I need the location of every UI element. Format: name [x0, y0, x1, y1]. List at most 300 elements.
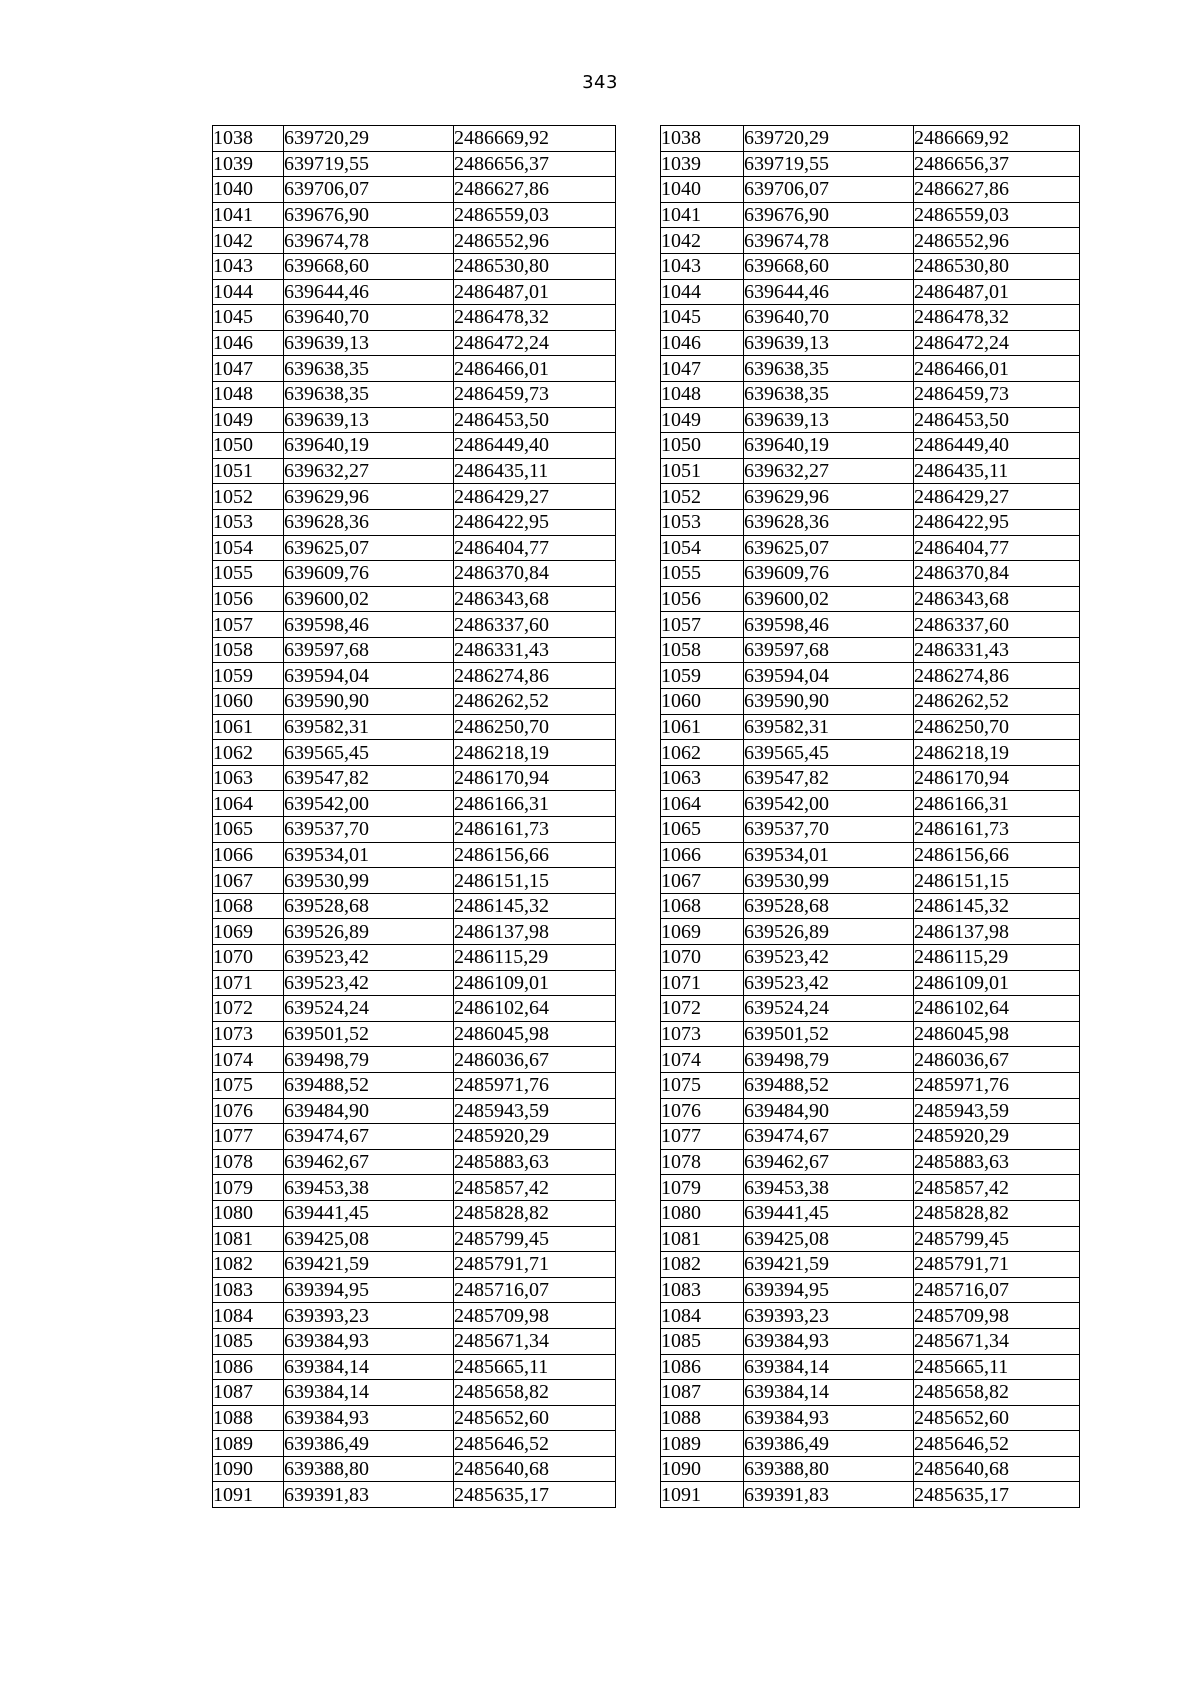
y-coordinate-cell: 2485828,82 [454, 1200, 616, 1226]
y-coordinate-cell-duplicate: 2485665,11 [914, 1354, 1080, 1380]
column-gap-cell [616, 151, 661, 177]
y-coordinate-cell: 2486669,92 [454, 126, 616, 152]
table-row [213, 740, 1080, 766]
point-number-cell: 1079 [213, 1175, 284, 1201]
x-coordinate-cell-duplicate: 639453,38 [744, 1175, 914, 1201]
y-coordinate-cell: 2485635,17 [454, 1482, 616, 1508]
x-coordinate-cell: 639720,29 [284, 126, 454, 152]
column-gap-cell [616, 1226, 661, 1252]
point-number-cell-duplicate: 1054 [661, 535, 744, 561]
x-coordinate-cell-duplicate: 639629,96 [744, 484, 914, 510]
column-gap-cell [616, 433, 661, 459]
table-row [213, 1200, 1080, 1226]
table-row [213, 253, 1080, 279]
point-number-cell: 1038 [213, 126, 284, 152]
column-gap-cell [616, 893, 661, 919]
table-row [213, 689, 1080, 715]
x-coordinate-cell: 639609,76 [284, 561, 454, 587]
x-coordinate-cell: 639668,60 [284, 253, 454, 279]
y-coordinate-cell-duplicate: 2486472,24 [914, 330, 1080, 356]
table-row [213, 1277, 1080, 1303]
x-coordinate-cell: 639501,52 [284, 1021, 454, 1047]
point-number-cell: 1087 [213, 1380, 284, 1406]
column-gap-cell [616, 509, 661, 535]
y-coordinate-cell-duplicate: 2485716,07 [914, 1277, 1080, 1303]
x-coordinate-cell-duplicate: 639547,82 [744, 765, 914, 791]
column-gap-cell [616, 381, 661, 407]
x-coordinate-cell: 639598,46 [284, 612, 454, 638]
table-row [213, 535, 1080, 561]
x-coordinate-cell-duplicate: 639632,27 [744, 458, 914, 484]
point-number-cell: 1081 [213, 1226, 284, 1252]
x-coordinate-cell-duplicate: 639393,23 [744, 1303, 914, 1329]
point-number-cell-duplicate: 1067 [661, 868, 744, 894]
point-number-cell: 1064 [213, 791, 284, 817]
point-number-cell: 1039 [213, 151, 284, 177]
y-coordinate-cell: 2486429,27 [454, 484, 616, 510]
point-number-cell: 1058 [213, 637, 284, 663]
table-row [213, 817, 1080, 843]
y-coordinate-cell-duplicate: 2486151,15 [914, 868, 1080, 894]
x-coordinate-cell-duplicate: 639676,90 [744, 202, 914, 228]
point-number-cell: 1083 [213, 1277, 284, 1303]
column-gap-cell [616, 228, 661, 254]
column-gap-cell [616, 714, 661, 740]
y-coordinate-cell-duplicate: 2485799,45 [914, 1226, 1080, 1252]
point-number-cell-duplicate: 1068 [661, 893, 744, 919]
x-coordinate-cell-duplicate: 639488,52 [744, 1072, 914, 1098]
point-number-cell-duplicate: 1038 [661, 126, 744, 152]
table-row [213, 1405, 1080, 1431]
point-number-cell-duplicate: 1091 [661, 1482, 744, 1508]
point-number-cell-duplicate: 1051 [661, 458, 744, 484]
column-gap-cell [616, 842, 661, 868]
x-coordinate-cell-duplicate: 639386,49 [744, 1431, 914, 1457]
point-number-cell-duplicate: 1083 [661, 1277, 744, 1303]
y-coordinate-cell: 2485883,63 [454, 1149, 616, 1175]
point-number-cell-duplicate: 1078 [661, 1149, 744, 1175]
point-number-cell: 1082 [213, 1252, 284, 1278]
column-gap-cell [616, 1149, 661, 1175]
table-row [213, 765, 1080, 791]
x-coordinate-cell: 639638,35 [284, 356, 454, 382]
point-number-cell-duplicate: 1045 [661, 305, 744, 331]
point-number-cell-duplicate: 1061 [661, 714, 744, 740]
y-coordinate-cell-duplicate: 2486337,60 [914, 612, 1080, 638]
y-coordinate-cell-duplicate: 2486145,32 [914, 893, 1080, 919]
table-row [213, 177, 1080, 203]
y-coordinate-cell-duplicate: 2486466,01 [914, 356, 1080, 382]
y-coordinate-cell-duplicate: 2486530,80 [914, 253, 1080, 279]
x-coordinate-cell-duplicate: 639639,13 [744, 330, 914, 356]
point-number-cell-duplicate: 1071 [661, 970, 744, 996]
column-gap-cell [616, 1431, 661, 1457]
x-coordinate-cell-duplicate: 639706,07 [744, 177, 914, 203]
y-coordinate-cell: 2486218,19 [454, 740, 616, 766]
point-number-cell: 1073 [213, 1021, 284, 1047]
point-number-cell-duplicate: 1057 [661, 612, 744, 638]
y-coordinate-cell-duplicate: 2485943,59 [914, 1098, 1080, 1124]
y-coordinate-cell: 2485791,71 [454, 1252, 616, 1278]
point-number-cell: 1088 [213, 1405, 284, 1431]
column-gap-cell [616, 330, 661, 356]
x-coordinate-cell-duplicate: 639598,46 [744, 612, 914, 638]
x-coordinate-cell-duplicate: 639498,79 [744, 1047, 914, 1073]
y-coordinate-cell: 2486449,40 [454, 433, 616, 459]
y-coordinate-cell: 2486552,96 [454, 228, 616, 254]
point-number-cell-duplicate: 1088 [661, 1405, 744, 1431]
point-number-cell-duplicate: 1090 [661, 1456, 744, 1482]
point-number-cell: 1043 [213, 253, 284, 279]
x-coordinate-cell-duplicate: 639388,80 [744, 1456, 914, 1482]
x-coordinate-cell-duplicate: 639640,19 [744, 433, 914, 459]
y-coordinate-cell: 2485646,52 [454, 1431, 616, 1457]
point-number-cell: 1080 [213, 1200, 284, 1226]
table-row [213, 407, 1080, 433]
table-row [213, 663, 1080, 689]
x-coordinate-cell: 639524,24 [284, 996, 454, 1022]
y-coordinate-cell: 2486459,73 [454, 381, 616, 407]
point-number-cell: 1052 [213, 484, 284, 510]
y-coordinate-cell: 2486156,66 [454, 842, 616, 868]
y-coordinate-cell: 2486166,31 [454, 791, 616, 817]
table-row [213, 1456, 1080, 1482]
point-number-cell: 1067 [213, 868, 284, 894]
x-coordinate-cell: 639706,07 [284, 177, 454, 203]
point-number-cell: 1060 [213, 689, 284, 715]
table-row [213, 714, 1080, 740]
y-coordinate-cell: 2486109,01 [454, 970, 616, 996]
y-coordinate-cell: 2485652,60 [454, 1405, 616, 1431]
point-number-cell: 1044 [213, 279, 284, 305]
y-coordinate-cell-duplicate: 2486429,27 [914, 484, 1080, 510]
column-gap-cell [616, 817, 661, 843]
point-number-cell-duplicate: 1070 [661, 945, 744, 971]
y-coordinate-cell: 2486404,77 [454, 535, 616, 561]
column-gap-cell [616, 1021, 661, 1047]
y-coordinate-cell-duplicate: 2486669,92 [914, 126, 1080, 152]
x-coordinate-cell: 639590,90 [284, 689, 454, 715]
column-gap-cell [616, 1200, 661, 1226]
y-coordinate-cell: 2486262,52 [454, 689, 616, 715]
x-coordinate-cell-duplicate: 639720,29 [744, 126, 914, 152]
x-coordinate-cell: 639632,27 [284, 458, 454, 484]
x-coordinate-cell-duplicate: 639421,59 [744, 1252, 914, 1278]
x-coordinate-cell: 639462,67 [284, 1149, 454, 1175]
point-number-cell-duplicate: 1043 [661, 253, 744, 279]
point-number-cell-duplicate: 1055 [661, 561, 744, 587]
x-coordinate-cell-duplicate: 639484,90 [744, 1098, 914, 1124]
table-row [213, 1482, 1080, 1508]
table-row [213, 791, 1080, 817]
y-coordinate-cell-duplicate: 2486170,94 [914, 765, 1080, 791]
x-coordinate-cell: 639384,14 [284, 1380, 454, 1406]
y-coordinate-cell-duplicate: 2485658,82 [914, 1380, 1080, 1406]
x-coordinate-cell: 639526,89 [284, 919, 454, 945]
coordinates-table [212, 125, 1080, 1508]
y-coordinate-cell-duplicate: 2486331,43 [914, 637, 1080, 663]
point-number-cell-duplicate: 1047 [661, 356, 744, 382]
column-gap-cell [616, 740, 661, 766]
point-number-cell-duplicate: 1089 [661, 1431, 744, 1457]
point-number-cell-duplicate: 1059 [661, 663, 744, 689]
point-number-cell: 1050 [213, 433, 284, 459]
x-coordinate-cell-duplicate: 639565,45 [744, 740, 914, 766]
y-coordinate-cell: 2485971,76 [454, 1072, 616, 1098]
y-coordinate-cell: 2486250,70 [454, 714, 616, 740]
table-row [213, 1252, 1080, 1278]
x-coordinate-cell: 639644,46 [284, 279, 454, 305]
y-coordinate-cell-duplicate: 2485920,29 [914, 1124, 1080, 1150]
y-coordinate-cell-duplicate: 2486036,67 [914, 1047, 1080, 1073]
x-coordinate-cell: 639547,82 [284, 765, 454, 791]
point-number-cell: 1076 [213, 1098, 284, 1124]
point-number-cell: 1086 [213, 1354, 284, 1380]
x-coordinate-cell-duplicate: 639384,14 [744, 1354, 914, 1380]
table-row [213, 996, 1080, 1022]
y-coordinate-cell-duplicate: 2486102,64 [914, 996, 1080, 1022]
x-coordinate-cell-duplicate: 639628,36 [744, 509, 914, 535]
x-coordinate-cell: 639441,45 [284, 1200, 454, 1226]
y-coordinate-cell-duplicate: 2486453,50 [914, 407, 1080, 433]
column-gap-cell [616, 458, 661, 484]
table-row [213, 842, 1080, 868]
x-coordinate-cell: 639386,49 [284, 1431, 454, 1457]
y-coordinate-cell: 2486487,01 [454, 279, 616, 305]
table-row [213, 305, 1080, 331]
x-coordinate-cell: 639582,31 [284, 714, 454, 740]
point-number-cell: 1045 [213, 305, 284, 331]
table-row [213, 868, 1080, 894]
y-coordinate-cell: 2486627,86 [454, 177, 616, 203]
point-number-cell-duplicate: 1075 [661, 1072, 744, 1098]
point-number-cell-duplicate: 1069 [661, 919, 744, 945]
x-coordinate-cell: 639597,68 [284, 637, 454, 663]
x-coordinate-cell: 639523,42 [284, 970, 454, 996]
y-coordinate-cell: 2486559,03 [454, 202, 616, 228]
y-coordinate-cell: 2485709,98 [454, 1303, 616, 1329]
column-gap-cell [616, 945, 661, 971]
point-number-cell-duplicate: 1085 [661, 1328, 744, 1354]
point-number-cell: 1047 [213, 356, 284, 382]
x-coordinate-cell-duplicate: 639597,68 [744, 637, 914, 663]
point-number-cell-duplicate: 1074 [661, 1047, 744, 1073]
y-coordinate-cell-duplicate: 2486250,70 [914, 714, 1080, 740]
y-coordinate-cell-duplicate: 2486161,73 [914, 817, 1080, 843]
column-gap-cell [616, 1380, 661, 1406]
y-coordinate-cell: 2486370,84 [454, 561, 616, 587]
point-number-cell-duplicate: 1058 [661, 637, 744, 663]
column-gap-cell [616, 1482, 661, 1508]
x-coordinate-cell-duplicate: 639534,01 [744, 842, 914, 868]
point-number-cell: 1066 [213, 842, 284, 868]
y-coordinate-cell-duplicate: 2486274,86 [914, 663, 1080, 689]
y-coordinate-cell-duplicate: 2486109,01 [914, 970, 1080, 996]
x-coordinate-cell: 639391,83 [284, 1482, 454, 1508]
y-coordinate-cell-duplicate: 2485635,17 [914, 1482, 1080, 1508]
column-gap-cell [616, 1277, 661, 1303]
point-number-cell-duplicate: 1041 [661, 202, 744, 228]
y-coordinate-cell: 2486453,50 [454, 407, 616, 433]
x-coordinate-cell-duplicate: 639530,99 [744, 868, 914, 894]
point-number-cell: 1042 [213, 228, 284, 254]
x-coordinate-cell-duplicate: 639425,08 [744, 1226, 914, 1252]
column-gap-cell [616, 1303, 661, 1329]
column-gap-cell [616, 535, 661, 561]
point-number-cell: 1091 [213, 1482, 284, 1508]
y-coordinate-cell: 2485943,59 [454, 1098, 616, 1124]
point-number-cell-duplicate: 1063 [661, 765, 744, 791]
point-number-cell-duplicate: 1086 [661, 1354, 744, 1380]
y-coordinate-cell-duplicate: 2486627,86 [914, 177, 1080, 203]
x-coordinate-cell: 639484,90 [284, 1098, 454, 1124]
column-gap-cell [616, 177, 661, 203]
y-coordinate-cell: 2486115,29 [454, 945, 616, 971]
page-number: 343 [582, 72, 618, 93]
x-coordinate-cell-duplicate: 639639,13 [744, 407, 914, 433]
point-number-cell: 1063 [213, 765, 284, 791]
column-gap-cell [616, 689, 661, 715]
point-number-cell: 1077 [213, 1124, 284, 1150]
point-number-cell-duplicate: 1076 [661, 1098, 744, 1124]
x-coordinate-cell: 639719,55 [284, 151, 454, 177]
x-coordinate-cell-duplicate: 639668,60 [744, 253, 914, 279]
y-coordinate-cell: 2486161,73 [454, 817, 616, 843]
y-coordinate-cell-duplicate: 2486656,37 [914, 151, 1080, 177]
table-row [213, 458, 1080, 484]
table-row [213, 1354, 1080, 1380]
x-coordinate-cell-duplicate: 639394,95 [744, 1277, 914, 1303]
point-number-cell-duplicate: 1048 [661, 381, 744, 407]
y-coordinate-cell: 2486036,67 [454, 1047, 616, 1073]
x-coordinate-cell: 639528,68 [284, 893, 454, 919]
column-gap-cell [616, 253, 661, 279]
x-coordinate-cell: 639534,01 [284, 842, 454, 868]
point-number-cell-duplicate: 1039 [661, 151, 744, 177]
point-number-cell: 1041 [213, 202, 284, 228]
x-coordinate-cell: 639394,95 [284, 1277, 454, 1303]
point-number-cell: 1078 [213, 1149, 284, 1175]
x-coordinate-cell-duplicate: 639441,45 [744, 1200, 914, 1226]
point-number-cell-duplicate: 1082 [661, 1252, 744, 1278]
x-coordinate-cell: 639453,38 [284, 1175, 454, 1201]
y-coordinate-cell: 2486170,94 [454, 765, 616, 791]
point-number-cell-duplicate: 1060 [661, 689, 744, 715]
point-number-cell-duplicate: 1084 [661, 1303, 744, 1329]
y-coordinate-cell: 2486466,01 [454, 356, 616, 382]
point-number-cell: 1059 [213, 663, 284, 689]
point-number-cell: 1040 [213, 177, 284, 203]
y-coordinate-cell: 2486145,32 [454, 893, 616, 919]
point-number-cell-duplicate: 1052 [661, 484, 744, 510]
x-coordinate-cell: 639628,36 [284, 509, 454, 535]
table-row [213, 1226, 1080, 1252]
point-number-cell: 1049 [213, 407, 284, 433]
x-coordinate-cell: 639629,96 [284, 484, 454, 510]
point-number-cell-duplicate: 1087 [661, 1380, 744, 1406]
y-coordinate-cell-duplicate: 2485791,71 [914, 1252, 1080, 1278]
point-number-cell: 1046 [213, 330, 284, 356]
column-gap-cell [616, 1072, 661, 1098]
y-coordinate-cell-duplicate: 2486262,52 [914, 689, 1080, 715]
y-coordinate-cell: 2486045,98 [454, 1021, 616, 1047]
table-row [213, 586, 1080, 612]
column-gap-cell [616, 561, 661, 587]
table-row [213, 919, 1080, 945]
x-coordinate-cell-duplicate: 639719,55 [744, 151, 914, 177]
point-number-cell-duplicate: 1065 [661, 817, 744, 843]
point-number-cell-duplicate: 1072 [661, 996, 744, 1022]
y-coordinate-cell-duplicate: 2485646,52 [914, 1431, 1080, 1457]
x-coordinate-cell-duplicate: 639638,35 [744, 356, 914, 382]
table-row [213, 433, 1080, 459]
y-coordinate-cell: 2485665,11 [454, 1354, 616, 1380]
column-gap-cell [616, 202, 661, 228]
y-coordinate-cell: 2486102,64 [454, 996, 616, 1022]
x-coordinate-cell-duplicate: 639501,52 [744, 1021, 914, 1047]
table-row [213, 509, 1080, 535]
point-number-cell-duplicate: 1064 [661, 791, 744, 817]
point-number-cell-duplicate: 1050 [661, 433, 744, 459]
point-number-cell: 1070 [213, 945, 284, 971]
y-coordinate-cell: 2486137,98 [454, 919, 616, 945]
y-coordinate-cell: 2486530,80 [454, 253, 616, 279]
column-gap-cell [616, 1456, 661, 1482]
y-coordinate-cell: 2485920,29 [454, 1124, 616, 1150]
x-coordinate-cell-duplicate: 639594,04 [744, 663, 914, 689]
table-row [213, 279, 1080, 305]
y-coordinate-cell: 2486151,15 [454, 868, 616, 894]
x-coordinate-cell-duplicate: 639640,70 [744, 305, 914, 331]
point-number-cell: 1068 [213, 893, 284, 919]
x-coordinate-cell-duplicate: 639542,00 [744, 791, 914, 817]
table-row [213, 126, 1080, 152]
table-row [213, 612, 1080, 638]
x-coordinate-cell: 639638,35 [284, 381, 454, 407]
y-coordinate-cell-duplicate: 2486156,66 [914, 842, 1080, 868]
column-gap-cell [616, 407, 661, 433]
point-number-cell-duplicate: 1046 [661, 330, 744, 356]
point-number-cell: 1072 [213, 996, 284, 1022]
x-coordinate-cell: 639565,45 [284, 740, 454, 766]
point-number-cell-duplicate: 1044 [661, 279, 744, 305]
point-number-cell: 1085 [213, 1328, 284, 1354]
y-coordinate-cell-duplicate: 2486435,11 [914, 458, 1080, 484]
y-coordinate-cell-duplicate: 2486478,32 [914, 305, 1080, 331]
x-coordinate-cell: 639384,93 [284, 1328, 454, 1354]
point-number-cell: 1051 [213, 458, 284, 484]
table-row [213, 381, 1080, 407]
y-coordinate-cell-duplicate: 2485971,76 [914, 1072, 1080, 1098]
y-coordinate-cell-duplicate: 2486370,84 [914, 561, 1080, 587]
table-row [213, 1098, 1080, 1124]
y-coordinate-cell-duplicate: 2485828,82 [914, 1200, 1080, 1226]
point-number-cell: 1084 [213, 1303, 284, 1329]
column-gap-cell [616, 1175, 661, 1201]
x-coordinate-cell: 639676,90 [284, 202, 454, 228]
y-coordinate-cell: 2485857,42 [454, 1175, 616, 1201]
point-number-cell: 1056 [213, 586, 284, 612]
point-number-cell-duplicate: 1040 [661, 177, 744, 203]
column-gap-cell [616, 1098, 661, 1124]
x-coordinate-cell: 639488,52 [284, 1072, 454, 1098]
point-number-cell-duplicate: 1042 [661, 228, 744, 254]
column-gap-cell [616, 663, 661, 689]
point-number-cell: 1062 [213, 740, 284, 766]
x-coordinate-cell-duplicate: 639638,35 [744, 381, 914, 407]
x-coordinate-cell-duplicate: 639528,68 [744, 893, 914, 919]
y-coordinate-cell: 2486422,95 [454, 509, 616, 535]
